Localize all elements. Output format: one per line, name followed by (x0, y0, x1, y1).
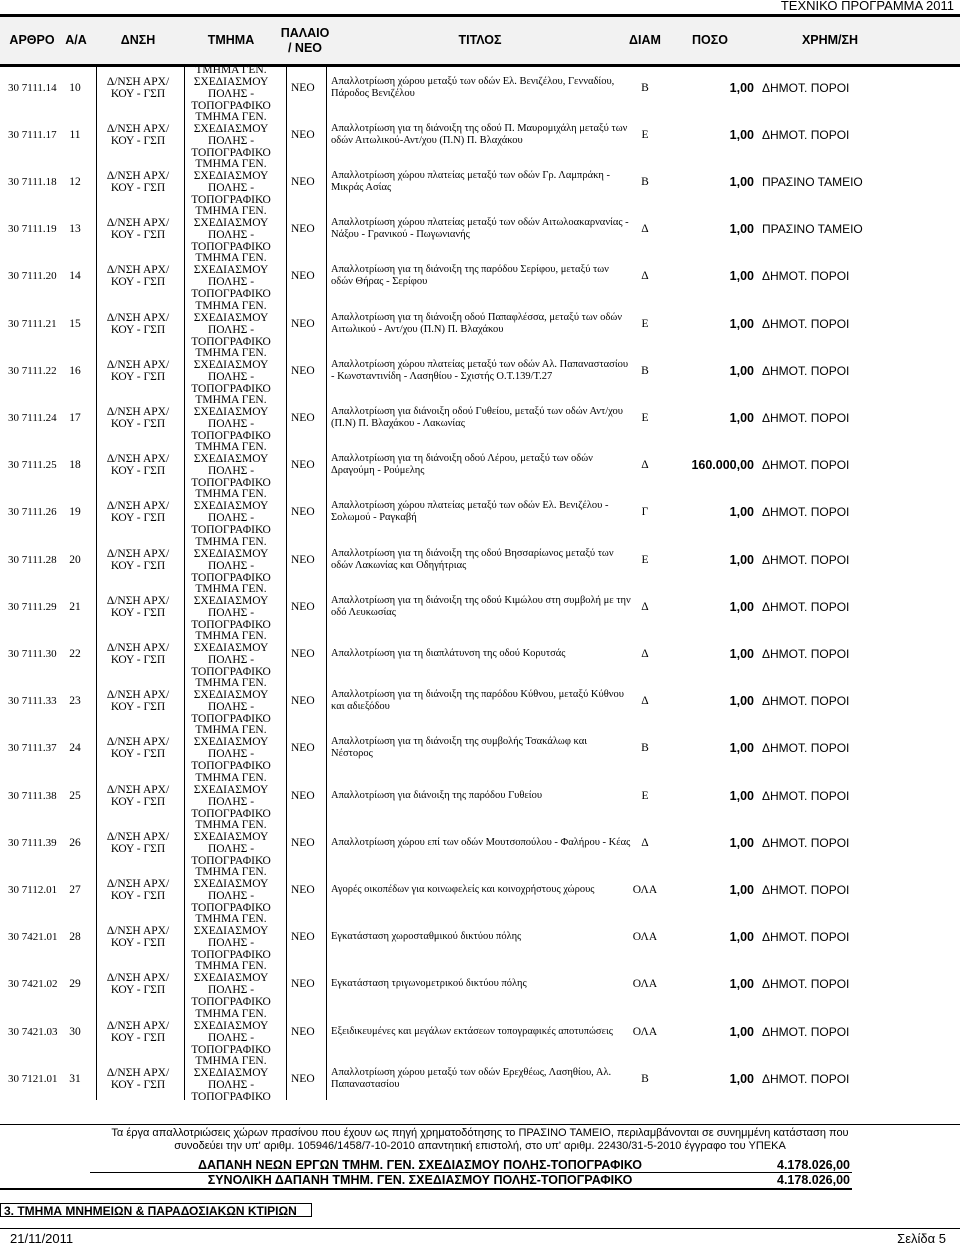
table-bottom-rule (0, 1124, 960, 1125)
header-palaio-neo: ΠΑΛΑΙΟ / ΝΕΟ (280, 25, 330, 55)
table-row (0, 347, 960, 394)
total-label: ΔΑΠΑΝΗ ΝΕΩΝ ΕΡΓΩΝ ΤΜΗΜ. ΓΕΝ. ΣΧΕΔΙΑΣΜΟΥ ΠΟΛΗΣ-ΤΟΠΟΓΡΑΦΙΚΟ (197, 1158, 643, 1172)
row-aa: 11 (69, 128, 81, 141)
row-dnsh: Δ/ΝΣΗ ΑΡΧ/ΚΟΥ - ΓΣΠ (106, 1066, 170, 1091)
row-diam: Ε (641, 411, 649, 424)
row-poso: 1,00 (729, 835, 754, 850)
row-neo: ΝΕΟ (291, 175, 315, 188)
row-xrhm: ΔΗΜΟΤ. ΠΟΡΟΙ (762, 316, 850, 331)
row-neo: ΝΕΟ (291, 411, 315, 424)
row-xrhm: ΔΗΜΟΤ. ΠΟΡΟΙ (762, 1071, 850, 1086)
row-code: 30 7111.38 (8, 789, 57, 802)
row-code: 30 7111.21 (8, 317, 57, 330)
row-poso: 1,00 (729, 977, 754, 992)
section-heading: 3. ΤΜΗΜΑ ΜΝΗΜΕΙΩΝ & ΠΑΡΑΔΟΣΙΑΚΩΝ ΚΤΙΡΙΩΝ (0, 1203, 312, 1217)
row-xrhm: ΔΗΜΟΤ. ΠΟΡΟΙ (762, 80, 850, 95)
row-code: 30 7111.33 (8, 695, 57, 708)
row-poso: 1,00 (729, 80, 754, 95)
row-xrhm: ΔΗΜΟΤ. ΠΟΡΟΙ (762, 977, 850, 992)
row-title: Απαλλοτρίωση για τη διάνοιξη της παρόδου Σερίφου, μεταξύ των οδών Θήρας - Σερίφου (331, 264, 609, 288)
row-diam: Ε (641, 553, 649, 566)
row-tmima: ΤΜΗΜΑ ΓΕΝ. ΣΧΕΔΙΑΣΜΟΥ ΠΟΛΗΣ - ΤΟΠΟΓΡΑΦΙΚΟ (191, 1007, 271, 1056)
table-row (0, 678, 960, 725)
row-tmima: ΤΜΗΜΑ ΓΕΝ. ΣΧΕΔΙΑΣΜΟΥ ΠΟΛΗΣ - ΤΟΠΟΓΡΑΦΙΚΟ (191, 677, 271, 726)
table-row (0, 300, 960, 347)
row-tmima: ΤΜΗΜΑ ΓΕΝ. ΣΧΕΔΙΑΣΜΟΥ ΠΟΛΗΣ - ΤΟΠΟΓΡΑΦΙΚΟ (191, 629, 271, 678)
total-overall (0, 1173, 960, 1187)
row-tmima: ΤΜΗΜΑ ΓΕΝ. ΣΧΕΔΙΑΣΜΟΥ ΠΟΛΗΣ - ΤΟΠΟΓΡΑΦΙΚΟ (191, 960, 271, 1009)
row-xrhm: ΔΗΜΟΤ. ΠΟΡΟΙ (762, 646, 850, 661)
row-code: 30 7111.18 (8, 175, 57, 188)
row-title: Απαλλοτρίωση χώρου πλατείας μεταξύ των οδών Αιτωλοακαρνανίας - Νάξου - Γρανικού - Πωγωνιανής (331, 217, 629, 241)
table-row (0, 772, 960, 819)
row-tmima: ΤΜΗΜΑ ΓΕΝ. ΣΧΕΔΙΑΣΜΟΥ ΠΟΛΗΣ - ΤΟΠΟΓΡΑΦΙΚΟ (191, 63, 271, 112)
table-row (0, 866, 960, 913)
row-poso: 160.000,00 (691, 458, 754, 473)
row-tmima: ΤΜΗΜΑ ΓΕΝ. ΣΧΕΔΙΑΣΜΟΥ ΠΟΛΗΣ - ΤΟΠΟΓΡΑΦΙΚΟ (191, 488, 271, 537)
row-tmima: ΤΜΗΜΑ ΓΕΝ. ΣΧΕΔΙΑΣΜΟΥ ΠΟΛΗΣ - ΤΟΠΟΓΡΑΦΙΚΟ (191, 205, 271, 254)
table-row (0, 630, 960, 677)
row-tmima: ΤΜΗΜΑ ΓΕΝ. ΣΧΕΔΙΑΣΜΟΥ ΠΟΛΗΣ - ΤΟΠΟΓΡΑΦΙΚΟ (191, 865, 271, 914)
row-diam: Β (641, 1072, 649, 1085)
row-xrhm: ΔΗΜΟΤ. ΠΟΡΟΙ (762, 269, 850, 284)
row-diam: Δ (641, 695, 649, 708)
table-row (0, 536, 960, 583)
row-code: 30 7112.01 (8, 883, 58, 896)
row-code: 30 7111.37 (8, 742, 57, 755)
row-aa: 17 (69, 411, 81, 424)
row-title: Αγορές οικοπέδων για κοινωφελείς και κοινοχρήστους χώρους (331, 883, 595, 895)
row-title: Απαλλοτρίωση για διάνοιξη της παρόδου Γυθείου (331, 789, 543, 801)
row-diam: ΟΛΑ (632, 883, 658, 896)
header-dnsh: ΔΝΣΗ (120, 33, 156, 47)
row-dnsh: Δ/ΝΣΗ ΑΡΧ/ΚΟΥ - ΓΣΠ (106, 1019, 170, 1044)
row-dnsh: Δ/ΝΣΗ ΑΡΧ/ΚΟΥ - ΓΣΠ (106, 925, 170, 950)
row-title: Απαλλοτρίωση για διάνοιξη οδού Γυθείου, μεταξύ των οδών Αντ/χου (Π.Ν) Π. Βλαχάκου - Λακωνίας (331, 405, 624, 429)
row-xrhm: ΠΡΑΣΙΝΟ ΤΑΜΕΙΟ (762, 222, 863, 237)
row-neo: ΝΕΟ (291, 836, 315, 849)
row-poso: 1,00 (729, 505, 754, 520)
row-dnsh: Δ/ΝΣΗ ΑΡΧ/ΚΟΥ - ΓΣΠ (106, 547, 170, 572)
row-diam: Δ (641, 836, 649, 849)
row-poso: 1,00 (729, 410, 754, 425)
row-dnsh: Δ/ΝΣΗ ΑΡΧ/ΚΟΥ - ΓΣΠ (106, 877, 170, 902)
row-aa: 28 (69, 931, 81, 944)
table-row (0, 1008, 960, 1055)
row-poso: 1,00 (729, 882, 754, 897)
row-aa: 15 (69, 317, 81, 330)
row-dnsh: Δ/ΝΣΗ ΑΡΧ/ΚΟΥ - ΓΣΠ (106, 689, 170, 714)
header-aa: Α/Α (65, 33, 87, 47)
column-divider (96, 66, 97, 1100)
row-title: Εξειδικευμένες και μεγάλων εκτάσεων τοπογραφικές αποτυπώσεις (331, 1025, 613, 1037)
row-dnsh: Δ/ΝΣΗ ΑΡΧ/ΚΟΥ - ΓΣΠ (106, 358, 170, 383)
row-neo: ΝΕΟ (291, 978, 315, 991)
row-diam: ΟΛΑ (632, 1025, 658, 1038)
row-aa: 29 (69, 978, 81, 991)
row-tmima: ΤΜΗΜΑ ΓΕΝ. ΣΧΕΔΙΑΣΜΟΥ ΠΟΛΗΣ - ΤΟΠΟΓΡΑΦΙΚΟ (191, 535, 271, 584)
row-tmima: ΤΜΗΜΑ ΓΕΝ. ΣΧΕΔΙΑΣΜΟΥ ΠΟΛΗΣ - ΤΟΠΟΓΡΑΦΙΚΟ (191, 252, 271, 301)
row-poso: 1,00 (729, 694, 754, 709)
row-poso: 1,00 (729, 174, 754, 189)
header-poso: ΠΟΣΟ (692, 33, 728, 47)
row-code: 30 7111.26 (8, 506, 57, 519)
row-poso: 1,00 (729, 127, 754, 142)
header-titlos: ΤΙΤΛΟΣ (458, 33, 502, 47)
row-dnsh: Δ/ΝΣΗ ΑΡΧ/ΚΟΥ - ΓΣΠ (106, 169, 170, 194)
row-title: Εγκατάσταση τριγωνομετρικού δικτύου πόλης (331, 978, 527, 990)
row-xrhm: ΔΗΜΟΤ. ΠΟΡΟΙ (762, 505, 850, 520)
row-title: Εγκατάσταση χωροσταθμικού δικτύου πόλης (331, 931, 522, 943)
row-poso: 1,00 (729, 222, 754, 237)
row-code: 30 7421.03 (8, 1025, 58, 1038)
row-aa: 21 (69, 600, 81, 613)
row-code: 30 7111.22 (8, 364, 57, 377)
total-new-works (0, 1158, 960, 1172)
row-poso: 1,00 (729, 741, 754, 756)
row-dnsh: Δ/ΝΣΗ ΑΡΧ/ΚΟΥ - ΓΣΠ (106, 830, 170, 855)
row-title: Απαλλοτρίωση χώρου μεταξύ των οδών Ελ. Βενιζέλου, Γενναδίου, Πάροδος Βενιζέλου (331, 75, 615, 99)
row-title: Απαλλοτρίωση για τη διάνοιξη οδού Παπαφλέσσα, μεταξύ των οδών Αιτωλικού - Αντ/χου (Π.Ν) Π. Βλαχάκου (331, 311, 623, 335)
row-aa: 27 (69, 883, 81, 896)
row-neo: ΝΕΟ (291, 883, 315, 896)
row-diam: Δ (641, 600, 649, 613)
row-poso: 1,00 (729, 363, 754, 378)
table-row (0, 64, 960, 111)
row-xrhm: ΔΗΜΟΤ. ΠΟΡΟΙ (762, 458, 850, 473)
row-diam: Ε (641, 317, 649, 330)
row-title: Απαλλοτρίωση χώρου μεταξύ των οδών Ερεχθέως, Λασηθίου, Αλ. Παπαναστασίου (331, 1066, 612, 1090)
row-aa: 18 (69, 459, 81, 472)
row-aa: 14 (69, 270, 81, 283)
row-neo: ΝΕΟ (291, 553, 315, 566)
header-diam: ΔΙΑΜ (629, 33, 661, 47)
row-neo: ΝΕΟ (291, 789, 315, 802)
row-poso: 1,00 (729, 316, 754, 331)
row-title: Απαλλοτρίωση για τη διάνοιξη της οδού Π. Μαυρομιχάλη μεταξύ των οδών Αιτωλικού-Αντ/χου (Π.Ν) Π. Βλαχάκου (331, 122, 628, 146)
table-row (0, 914, 960, 961)
row-poso: 1,00 (729, 646, 754, 661)
row-dnsh: Δ/ΝΣΗ ΑΡΧ/ΚΟΥ - ΓΣΠ (106, 972, 170, 997)
document-title: ΤΕΧΝΙΚΟ ΠΡΟΓΡΑΜΜΑ 2011 (780, 0, 954, 13)
row-dnsh: Δ/ΝΣΗ ΑΡΧ/ΚΟΥ - ΓΣΠ (106, 500, 170, 525)
row-diam: Β (641, 81, 649, 94)
row-xrhm: ΔΗΜΟΤ. ΠΟΡΟΙ (762, 1024, 850, 1039)
row-xrhm: ΔΗΜΟΤ. ΠΟΡΟΙ (762, 694, 850, 709)
row-code: 30 7111.28 (8, 553, 57, 566)
row-title: Απαλλοτρίωση για τη διάνοιξη της οδού Κιμώλου στη συμβολή με την οδό Λευκωσίας (331, 594, 631, 618)
row-code: 30 7111.25 (8, 459, 57, 472)
row-xrhm: ΔΗΜΟΤ. ΠΟΡΟΙ (762, 741, 850, 756)
row-title: Απαλλοτρίωση χώρου πλατείας μεταξύ των οδών Γρ. Λαμπράκη - Μικράς Ασίας (331, 169, 610, 193)
row-aa: 26 (69, 836, 81, 849)
row-tmima: ΤΜΗΜΑ ΓΕΝ. ΣΧΕΔΙΑΣΜΟΥ ΠΟΛΗΣ - ΤΟΠΟΓΡΑΦΙΚΟ (191, 724, 271, 773)
total-label: ΣΥΝΟΛΙΚΗ ΔΑΠΑΝΗ ΤΜΗΜ. ΓΕΝ. ΣΧΕΔΙΑΣΜΟΥ ΠΟΛΗΣ-ΤΟΠΟΓΡΑΦΙΚΟ (207, 1173, 633, 1187)
row-diam: Δ (641, 223, 649, 236)
header-xrhm: ΧΡΗΜ/ΣΗ (801, 33, 859, 47)
table-row (0, 819, 960, 866)
row-title: Απαλλοτρίωση για τη διαπλάτυνση της οδού Κορυτσάς (331, 647, 566, 659)
row-aa: 13 (69, 223, 81, 236)
row-neo: ΝΕΟ (291, 317, 315, 330)
total-value: 4.178.026,00 (777, 1173, 850, 1187)
row-code: 30 7111.14 (8, 81, 57, 94)
row-aa: 16 (69, 364, 81, 377)
row-diam: ΟΛΑ (632, 931, 658, 944)
row-neo: ΝΕΟ (291, 128, 315, 141)
row-neo: ΝΕΟ (291, 600, 315, 613)
row-dnsh: Δ/ΝΣΗ ΑΡΧ/ΚΟΥ - ΓΣΠ (106, 311, 170, 336)
row-xrhm: ΠΡΑΣΙΝΟ ΤΑΜΕΙΟ (762, 174, 863, 189)
table-row (0, 442, 960, 489)
table-row (0, 583, 960, 630)
row-diam: Ε (641, 128, 649, 141)
row-tmima: ΤΜΗΜΑ ΓΕΝ. ΣΧΕΔΙΑΣΜΟΥ ΠΟΛΗΣ - ΤΟΠΟΓΡΑΦΙΚΟ (191, 346, 271, 395)
row-diam: Β (641, 742, 649, 755)
row-tmima: ΤΜΗΜΑ ΓΕΝ. ΣΧΕΔΙΑΣΜΟΥ ΠΟΛΗΣ - ΤΟΠΟΓΡΑΦΙΚΟ (191, 110, 271, 159)
table-row (0, 394, 960, 441)
row-dnsh: Δ/ΝΣΗ ΑΡΧ/ΚΟΥ - ΓΣΠ (106, 122, 170, 147)
row-diam: Δ (641, 459, 649, 472)
row-diam: Β (641, 364, 649, 377)
row-neo: ΝΕΟ (291, 364, 315, 377)
row-xrhm: ΔΗΜΟΤ. ΠΟΡΟΙ (762, 930, 850, 945)
row-tmima: ΤΜΗΜΑ ΓΕΝ. ΣΧΕΔΙΑΣΜΟΥ ΠΟΛΗΣ - ΤΟΠΟΓΡΑΦΙΚΟ (191, 818, 271, 867)
row-diam: ΟΛΑ (632, 978, 658, 991)
column-divider (184, 66, 185, 1100)
row-aa: 19 (69, 506, 81, 519)
footer-page-number: Σελίδα 5 (897, 1231, 946, 1246)
row-poso: 1,00 (729, 552, 754, 567)
row-tmima: ΤΜΗΜΑ ΓΕΝ. ΣΧΕΔΙΑΣΜΟΥ ΠΟΛΗΣ - ΤΟΠΟΓΡΑΦΙΚΟ (191, 913, 271, 962)
row-neo: ΝΕΟ (291, 931, 315, 944)
row-diam: Δ (641, 270, 649, 283)
row-code: 30 7121.01 (8, 1072, 58, 1085)
row-poso: 1,00 (729, 1071, 754, 1086)
row-neo: ΝΕΟ (291, 1072, 315, 1085)
page-footer (0, 1228, 960, 1248)
row-xrhm: ΔΗΜΟΤ. ΠΟΡΟΙ (762, 882, 850, 897)
header-arthro: ΑΡΘΡΟ (9, 33, 55, 47)
row-poso: 1,00 (729, 930, 754, 945)
row-aa: 31 (69, 1072, 81, 1085)
row-xrhm: ΔΗΜΟΤ. ΠΟΡΟΙ (762, 788, 850, 803)
table-row (0, 158, 960, 205)
table-row (0, 961, 960, 1008)
row-neo: ΝΕΟ (291, 742, 315, 755)
row-code: 30 7111.20 (8, 270, 57, 283)
row-code: 30 7111.29 (8, 600, 57, 613)
row-aa: 25 (69, 789, 81, 802)
table-row (0, 1055, 960, 1102)
row-aa: 20 (69, 553, 81, 566)
row-xrhm: ΔΗΜΟΤ. ΠΟΡΟΙ (762, 552, 850, 567)
row-diam: Γ (641, 506, 649, 519)
row-xrhm: ΔΗΜΟΤ. ΠΟΡΟΙ (762, 410, 850, 425)
row-aa: 23 (69, 695, 81, 708)
row-tmima: ΤΜΗΜΑ ΓΕΝ. ΣΧΕΔΙΑΣΜΟΥ ΠΟΛΗΣ - ΤΟΠΟΓΡΑΦΙΚΟ (191, 1054, 271, 1103)
row-poso: 1,00 (729, 788, 754, 803)
header-tmima: ΤΜΗΜΑ (207, 33, 255, 47)
footer-date: 21/11/2011 (10, 1231, 74, 1246)
row-poso: 1,00 (729, 599, 754, 614)
row-aa: 12 (69, 175, 81, 188)
row-dnsh: Δ/ΝΣΗ ΑΡΧ/ΚΟΥ - ΓΣΠ (106, 783, 170, 808)
row-dnsh: Δ/ΝΣΗ ΑΡΧ/ΚΟΥ - ΓΣΠ (106, 217, 170, 242)
row-dnsh: Δ/ΝΣΗ ΑΡΧ/ΚΟΥ - ΓΣΠ (106, 594, 170, 619)
row-neo: ΝΕΟ (291, 223, 315, 236)
row-code: 30 7111.39 (8, 836, 57, 849)
row-xrhm: ΔΗΜΟΤ. ΠΟΡΟΙ (762, 363, 850, 378)
table-row (0, 725, 960, 772)
table-row (0, 206, 960, 253)
row-diam: Ε (641, 789, 649, 802)
row-title: Απαλλοτρίωση για τη διάνοιξη της παρόδου Κύθνου, μεταξύ Κύθνου και αδιεξόδου (331, 689, 624, 713)
row-tmima: ΤΜΗΜΑ ΓΕΝ. ΣΧΕΔΙΑΣΜΟΥ ΠΟΛΗΣ - ΤΟΠΟΓΡΑΦΙΚΟ (191, 771, 271, 820)
row-poso: 1,00 (729, 269, 754, 284)
row-dnsh: Δ/ΝΣΗ ΑΡΧ/ΚΟΥ - ΓΣΠ (106, 736, 170, 761)
row-code: 30 7111.24 (8, 411, 57, 424)
row-neo: ΝΕΟ (291, 270, 315, 283)
row-diam: Β (641, 175, 649, 188)
total-value: 4.178.026,00 (777, 1158, 850, 1172)
row-xrhm: ΔΗΜΟΤ. ΠΟΡΟΙ (762, 127, 850, 142)
row-neo: ΝΕΟ (291, 1025, 315, 1038)
row-aa: 24 (69, 742, 81, 755)
row-code: 30 7111.19 (8, 223, 57, 236)
table-header (0, 14, 960, 67)
row-neo: ΝΕΟ (291, 81, 315, 94)
row-dnsh: Δ/ΝΣΗ ΑΡΧ/ΚΟΥ - ΓΣΠ (106, 453, 170, 478)
row-title: Απαλλοτρίωση χώρου επί των οδών Μουτσοπούλου - Φαλήρου - Κέας (331, 836, 631, 848)
row-tmima: ΤΜΗΜΑ ΓΕΝ. ΣΧΕΔΙΑΣΜΟΥ ΠΟΛΗΣ - ΤΟΠΟΓΡΑΦΙΚΟ (191, 157, 271, 206)
row-title: Απαλλοτρίωση για τη διάνοιξη της οδού Βησσαρίωνος μεταξύ των οδών Λακωνίας και Οδηγήτριας (331, 547, 614, 571)
row-neo: ΝΕΟ (291, 459, 315, 472)
row-dnsh: Δ/ΝΣΗ ΑΡΧ/ΚΟΥ - ΓΣΠ (106, 405, 170, 430)
row-tmima: ΤΜΗΜΑ ΓΕΝ. ΣΧΕΔΙΑΣΜΟΥ ΠΟΛΗΣ - ΤΟΠΟΓΡΑΦΙΚΟ (191, 441, 271, 490)
row-neo: ΝΕΟ (291, 695, 315, 708)
row-tmima: ΤΜΗΜΑ ΓΕΝ. ΣΧΕΔΙΑΣΜΟΥ ΠΟΛΗΣ - ΤΟΠΟΓΡΑΦΙΚΟ (191, 393, 271, 442)
row-xrhm: ΔΗΜΟΤ. ΠΟΡΟΙ (762, 599, 850, 614)
row-title: Απαλλοτρίωση για τη διάνοιξη οδού Λέρου, μεταξύ των οδών Δραγούμη - Ρούμελης (331, 453, 593, 477)
table-row (0, 489, 960, 536)
row-aa: 10 (69, 81, 81, 94)
row-tmima: ΤΜΗΜΑ ΓΕΝ. ΣΧΕΔΙΑΣΜΟΥ ΠΟΛΗΣ - ΤΟΠΟΓΡΑΦΙΚΟ (191, 299, 271, 348)
row-title: Απαλλοτρίωση χώρου πλατείας μεταξύ των οδών Αλ. Παπαναστασίου - Κωνσταντινίδη - Λασηθίου - Σχιστής Ο.Τ.139/Τ.27 (331, 358, 629, 382)
row-neo: ΝΕΟ (291, 506, 315, 519)
row-aa: 22 (69, 647, 81, 660)
row-tmima: ΤΜΗΜΑ ΓΕΝ. ΣΧΕΔΙΑΣΜΟΥ ΠΟΛΗΣ - ΤΟΠΟΓΡΑΦΙΚΟ (191, 582, 271, 631)
row-code: 30 7111.17 (8, 128, 57, 141)
row-diam: Δ (641, 647, 649, 660)
column-divider (286, 66, 287, 1100)
row-xrhm: ΔΗΜΟΤ. ΠΟΡΟΙ (762, 835, 850, 850)
row-neo: ΝΕΟ (291, 647, 315, 660)
column-divider (326, 66, 327, 1100)
table-row (0, 111, 960, 158)
footnote: Τα έργα απαλλοτριώσεις χώρων πρασίνου που έχουν ως πηγή χρηματοδότησης το ΠΡΑΣΙΝΟ ΤΑΜΕΙΟ, περιλαμβάνονται σε συνημμένη κατάσταση που συνοδεύει την υπ' αριθμ. 105946/1458/7-10-2010 απαντητική επιστολή, στο υπ' αριθμ. 22430/31-5-2010 έγγραφο του ΥΠΕΚΑ (111, 1127, 849, 1152)
row-poso: 1,00 (729, 1024, 754, 1039)
total-bottom-rule (0, 1188, 852, 1190)
table-row (0, 253, 960, 300)
row-code: 30 7111.30 (8, 647, 57, 660)
row-code: 30 7421.02 (8, 978, 58, 991)
row-code: 30 7421.01 (8, 931, 58, 944)
row-dnsh: Δ/ΝΣΗ ΑΡΧ/ΚΟΥ - ΓΣΠ (106, 75, 170, 100)
row-aa: 30 (69, 1025, 81, 1038)
row-dnsh: Δ/ΝΣΗ ΑΡΧ/ΚΟΥ - ΓΣΠ (106, 641, 170, 666)
row-title: Απαλλοτρίωση για τη διάνοιξη της συμβολής Τσακάλωφ και Νέστορος (331, 736, 588, 760)
row-title: Απαλλοτρίωση χώρου πλατείας μεταξύ των οδών Ελ. Βενιζέλου - Σολωμού - Ραγκαβή (331, 500, 609, 524)
row-dnsh: Δ/ΝΣΗ ΑΡΧ/ΚΟΥ - ΓΣΠ (106, 264, 170, 289)
